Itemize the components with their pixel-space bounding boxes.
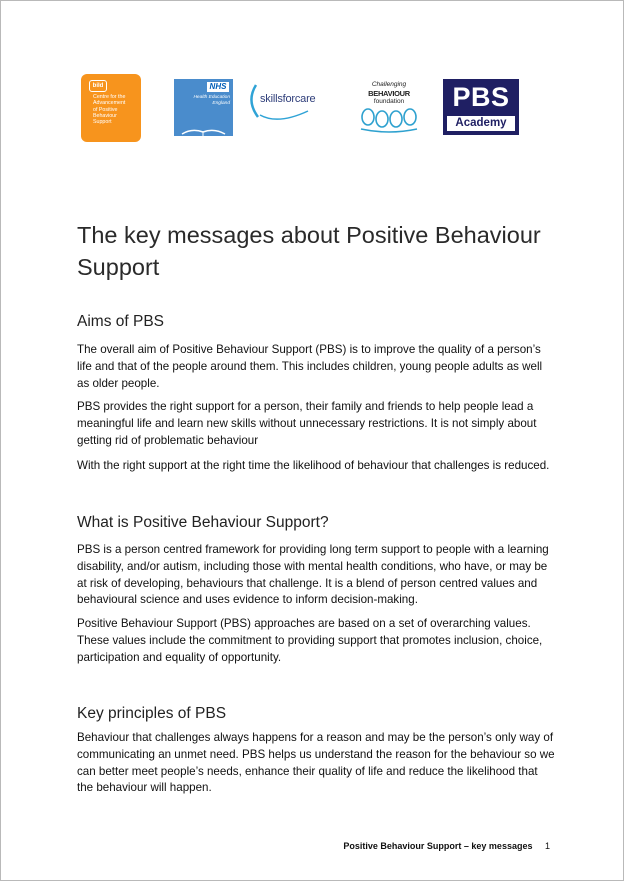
nhs-text: Health Education England: [193, 95, 230, 106]
paragraph: PBS provides the right support for a person, their family and friends to help people lead a meaningful life and learn new skills without unnecessary restrictions. It is not simply about getting rid of problematic behaviour: [77, 400, 537, 447]
skills-for-care-logo: [248, 81, 340, 126]
nhs-badge: NHS: [207, 82, 229, 92]
paragraph: PBS is a person centred framework for providing long term support to people with a learning disability, and/or autism, including those with mental health conditions, who have, or may be at risk of developing, behaviours that challenge. It is a blend of person centred values and behavioural science and uses evidence to inform decision-making.: [77, 543, 549, 607]
logo-bar: [1, 1, 624, 151]
bild-text: Centre for the Advancement of Positive Behaviour Support: [93, 94, 126, 126]
skills-for-care-text: skillsforcare: [260, 93, 316, 105]
bild-mark: bild: [89, 80, 107, 92]
section-heading: Key principles of PBS: [77, 705, 227, 722]
footer-title: Positive Behaviour Support – key messages: [343, 841, 533, 851]
book-icon: [174, 126, 233, 136]
page-footer: [343, 841, 550, 851]
bild-logo: [81, 74, 141, 142]
pbs-academy-logo: PBS Academy: [443, 79, 519, 135]
section-heading: Aims of PBS: [77, 313, 164, 330]
figures-icon: [359, 107, 419, 133]
paragraph: With the right support at the right time the likelihood of behaviour that challenges is reduced.: [77, 459, 550, 472]
paragraph: The overall aim of Positive Behaviour Support (PBS) is to improve the quality of a person’s life and that of the people around them. This includes children, young people adults as well as older people.: [77, 343, 543, 390]
challenging-behaviour-foundation-logo: Challenging BEHAVIOUR foundation: [357, 81, 421, 135]
page-title: The key messages about Positive Behaviour Support: [77, 222, 541, 280]
page-number: 1: [544, 841, 550, 851]
paragraph: Positive Behaviour Support (PBS) approaches are based on a set of overarching values. These values include the commitment to providing support that promotes inclusion, choice, participation and equality of opportunity.: [77, 617, 543, 664]
paragraph: Behaviour that challenges always happens for a reason and may be the person’s only way of communicating an unmet need. PBS helps us understand the reason for the behaviour so we can better meet people’s needs, enhance their quality of life and reduce the likelihood that the behaviour will happen.: [77, 731, 555, 795]
section-heading: What is Positive Behaviour Support?: [77, 514, 329, 531]
nhs-logo: [174, 79, 233, 136]
